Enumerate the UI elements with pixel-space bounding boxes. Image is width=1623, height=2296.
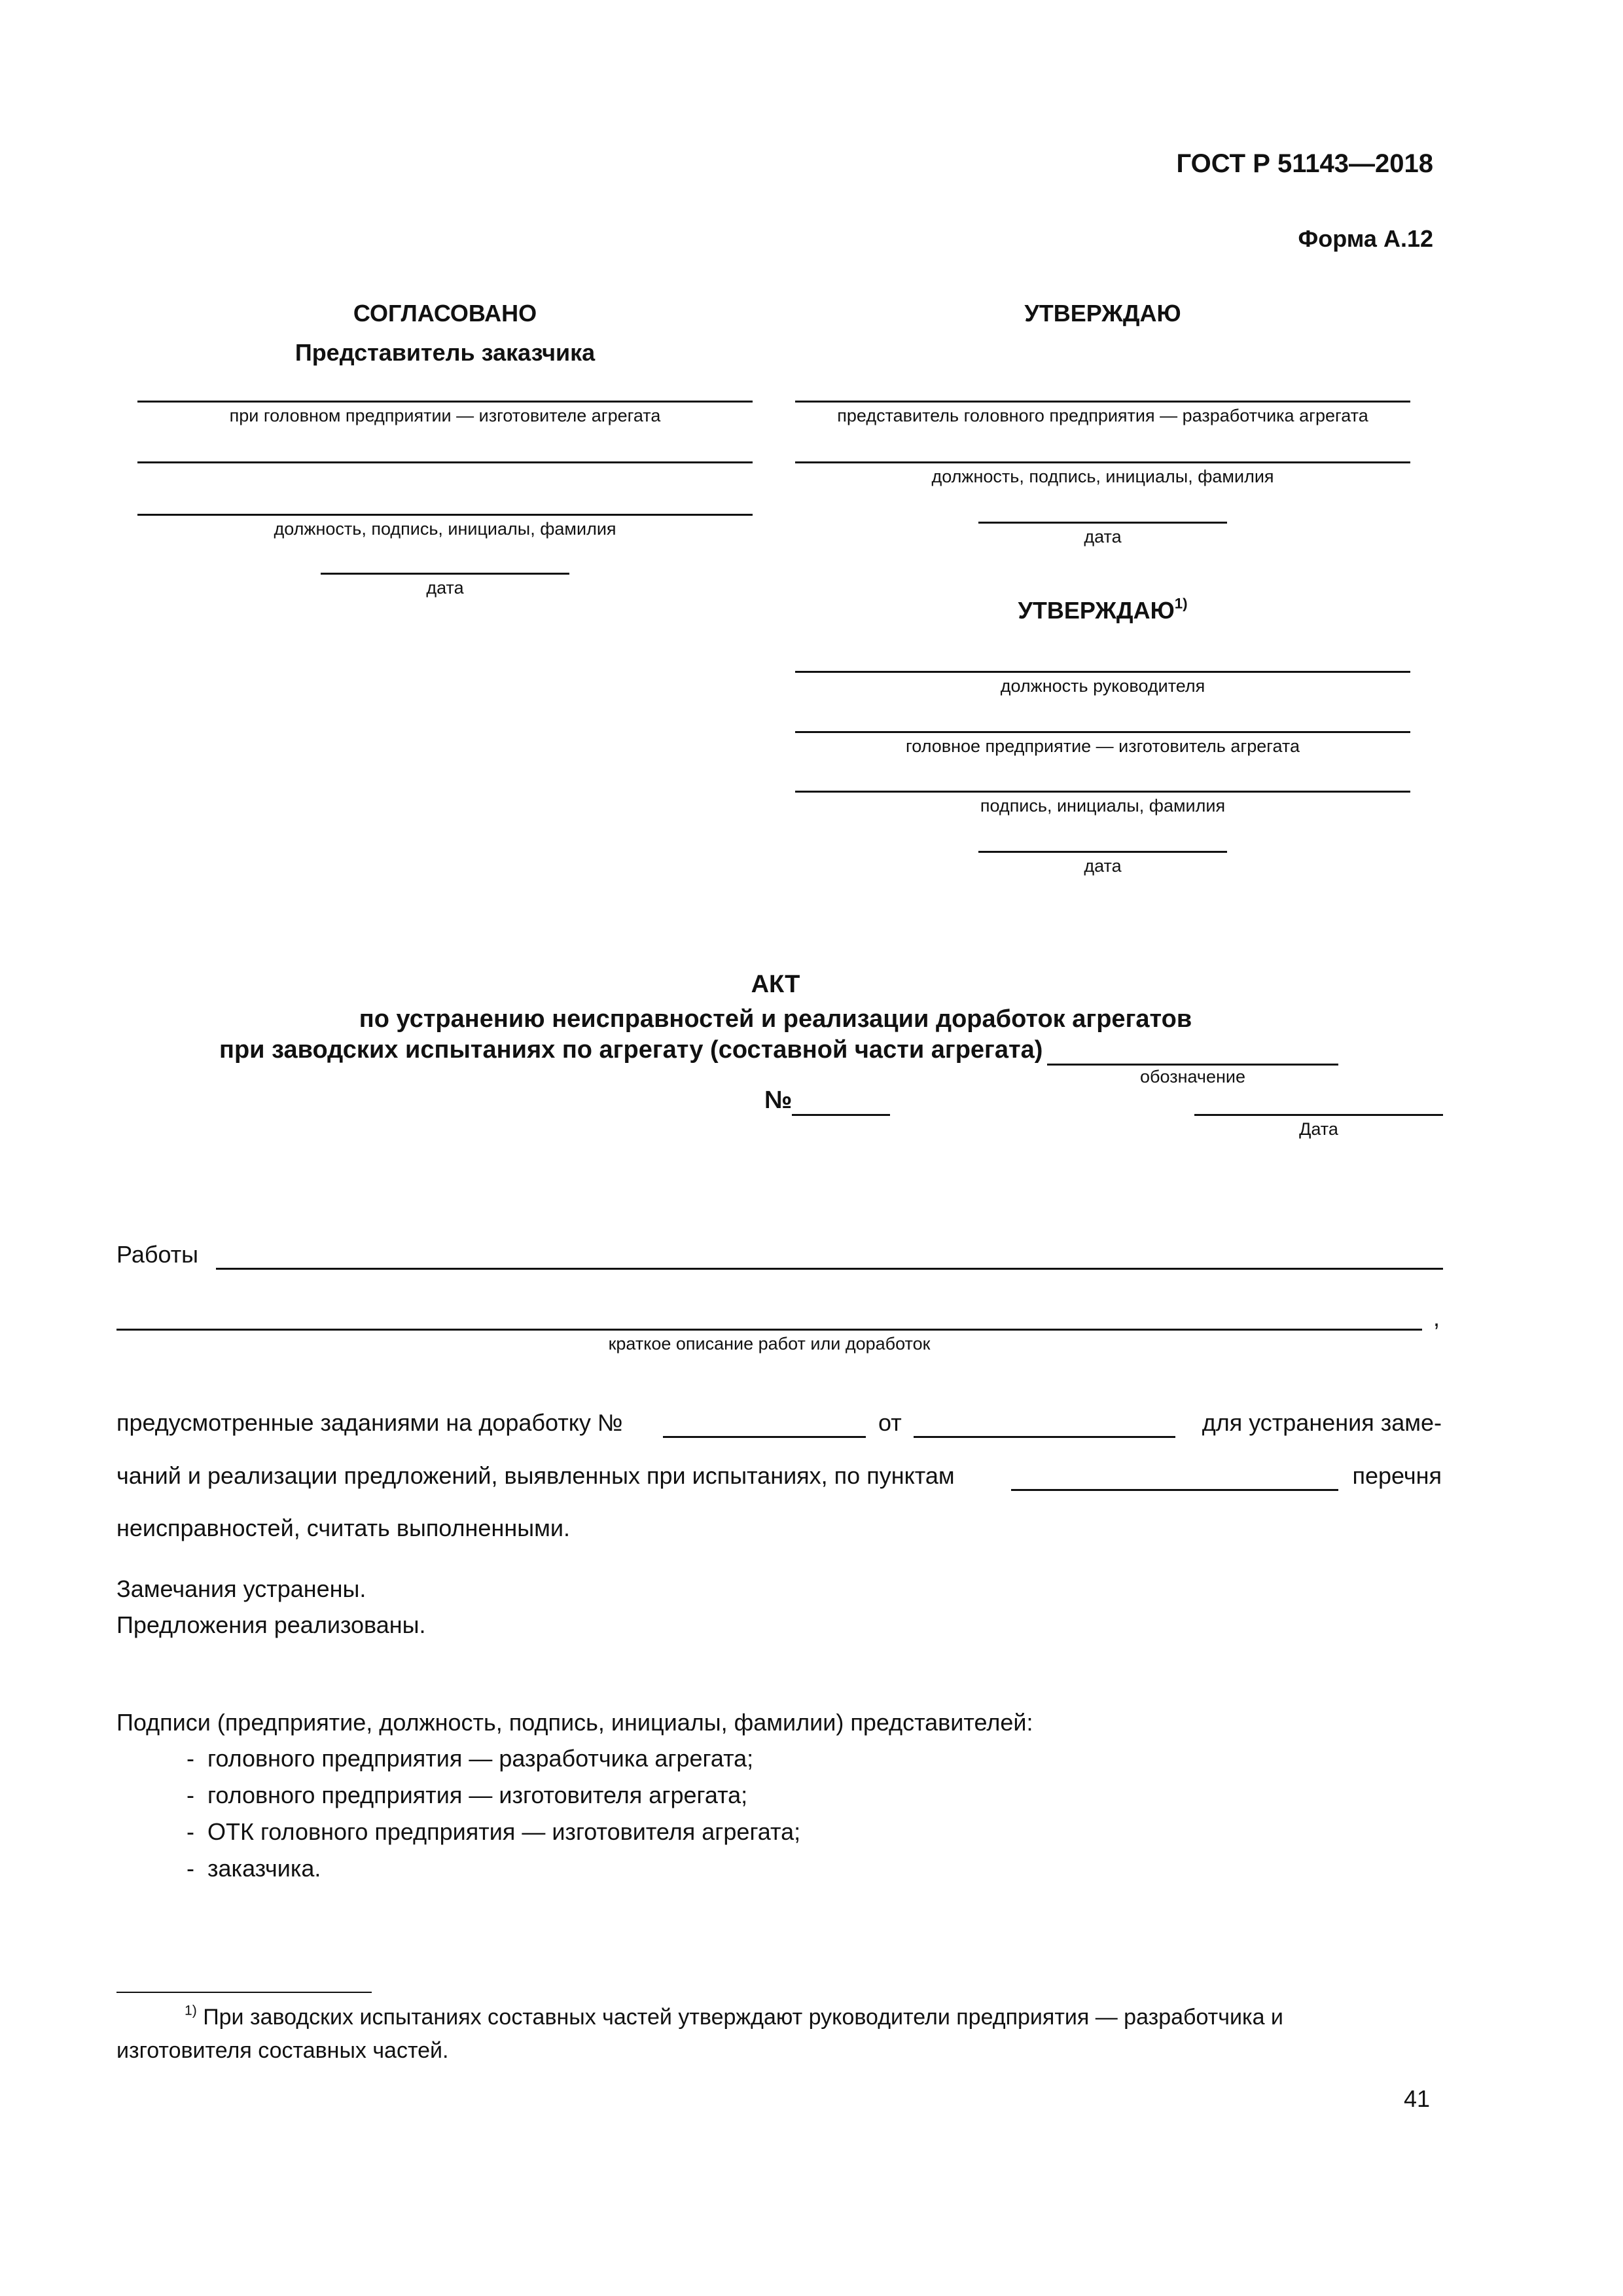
signature-item: - головного предприятия — разработчика агрегата;	[187, 1745, 754, 1772]
signature-item: - ОТК головного предприятия — изготовителя агрегата;	[187, 1818, 801, 1845]
footnote-text: При заводских испытаниях составных частей утверждают руководители предприятия — разработчика и	[203, 2005, 1283, 2030]
para-line1-b: от	[878, 1409, 902, 1436]
signature-line	[795, 401, 1410, 403]
works-line-2	[116, 1329, 1422, 1331]
act-title: АКТ	[751, 971, 800, 998]
approve-title-text: УТВЕРЖДАЮ	[1018, 597, 1175, 624]
works-line	[216, 1268, 1443, 1270]
remarks-status: Замечания устранены.	[116, 1575, 366, 1602]
footnote-marker: 1)	[185, 2003, 197, 2018]
caption-position-signature: должность, подпись, инициалы, фамилия	[274, 519, 616, 539]
para-line3: неисправностей, считать выполненными.	[116, 1515, 570, 1541]
customer-representative-title: Представитель заказчика	[294, 339, 596, 366]
works-label: Работы	[116, 1241, 199, 1268]
task-number-line	[663, 1436, 866, 1438]
signature-item-text: заказчика.	[207, 1855, 321, 1882]
signature-line	[137, 514, 753, 516]
proposals-status: Предложения реализованы.	[116, 1611, 426, 1638]
designation-line	[1047, 1064, 1338, 1066]
para-line2-b: перечня	[1352, 1462, 1442, 1489]
caption-date: дата	[1084, 856, 1122, 876]
signatures-intro: Подписи (предприятие, должность, подпись, инициалы, фамилии) представителей:	[116, 1709, 1033, 1736]
caption-position-signature: должность, подпись, инициалы, фамилия	[931, 467, 1274, 486]
approve-title: УТВЕРЖДАЮ	[1024, 300, 1181, 327]
footnote-line2: изготовителя составных частей.	[116, 2038, 449, 2063]
signature-line	[795, 671, 1410, 673]
caption-date: дата	[426, 578, 464, 598]
signature-line	[137, 461, 753, 463]
date-line	[978, 851, 1227, 853]
task-date-line	[914, 1436, 1175, 1438]
date-line	[978, 522, 1227, 524]
act-number-line	[792, 1114, 890, 1116]
caption-head-position: должность руководителя	[1000, 676, 1205, 696]
act-subtitle: по устранению неисправностей и реализации доработок агрегатов	[359, 1005, 1192, 1033]
date-line	[321, 573, 569, 575]
caption-developer-rep: представитель головного предприятия — разработчика агрегата	[837, 406, 1368, 425]
signature-line	[137, 401, 753, 403]
standard-number: ГОСТ Р 51143—2018	[1176, 149, 1433, 178]
caption-act-date: Дата	[1299, 1119, 1338, 1139]
signature-item-text: ОТК головного предприятия — изготовителя агрегата;	[207, 1818, 801, 1845]
caption-signature-name: подпись, инициалы, фамилия	[980, 796, 1226, 816]
signature-item: - заказчика.	[187, 1855, 321, 1882]
caption-works: краткое описание работ или доработок	[608, 1334, 931, 1354]
signature-item-text: головного предприятия — разработчика агрегата;	[207, 1745, 754, 1772]
caption-line1: при головном предприятии — изготовителе агрегата	[229, 406, 661, 425]
footnote-separator	[116, 1992, 372, 1993]
page-number: 41	[1403, 2085, 1430, 2112]
act-subtitle-2: при заводских испытаниях по агрегату (составной части агрегата)	[219, 1036, 1043, 1064]
items-line	[1011, 1489, 1338, 1491]
signature-line	[795, 791, 1410, 793]
footnote-ref: 1)	[1174, 595, 1188, 612]
signature-item: - головного предприятия — изготовителя агрегата;	[187, 1782, 748, 1808]
works-comma: ,	[1433, 1304, 1440, 1331]
caption-date: дата	[1084, 527, 1122, 547]
caption-designation: обозначение	[1140, 1067, 1245, 1086]
para-line1-c: для устранения заме-	[1202, 1409, 1442, 1436]
act-number-label: №	[764, 1086, 793, 1114]
approve-title-2	[795, 597, 1410, 624]
signature-item-text: головного предприятия — изготовителя агрегата;	[207, 1782, 748, 1808]
act-date-line	[1194, 1114, 1443, 1116]
agreed-title: СОГЛАСОВАНО	[353, 300, 537, 327]
form-number: Форма А.12	[1298, 225, 1433, 252]
signature-line	[795, 731, 1410, 733]
para-line1-a: предусмотренные заданиями на доработку №	[116, 1409, 623, 1436]
para-line2-a: чаний и реализации предложений, выявленных при испытаниях, по пунктам	[116, 1462, 955, 1489]
footnote-line1	[185, 2004, 1283, 2031]
signature-line	[795, 461, 1410, 463]
caption-head-enterprise: головное предприятие — изготовитель агрегата	[906, 736, 1300, 756]
